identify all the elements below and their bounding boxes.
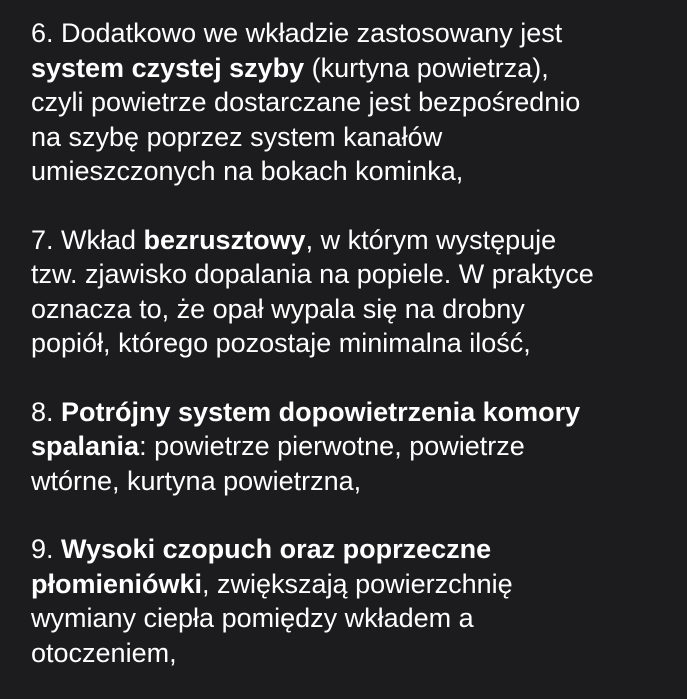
- bold-text: Wysoki czopuch oraz poprzeczne: [61, 534, 492, 564]
- text-segment: 6. Dodatkowo we wkładzie zastosowany jest: [31, 18, 563, 48]
- text-segment: oznacza to, że opał wypala się na drobny: [31, 293, 525, 324]
- text-segment: wymiany ciepła pomiędzy wkładem a: [31, 603, 474, 633]
- text-line: [31, 601, 677, 636]
- text-line: [31, 395, 677, 430]
- text-line: [31, 567, 677, 602]
- text-segment: (kurtyna powietrza),: [304, 52, 549, 83]
- bold-text: Potrójny system dopowietrzenia komory: [61, 396, 581, 427]
- text-line: [31, 532, 677, 567]
- paragraph-8: [31, 395, 677, 499]
- text-segment: : powietrze pierwotne, powietrze: [139, 431, 525, 461]
- text-line: [31, 51, 677, 86]
- text-segment: otoczeniem,: [31, 637, 177, 668]
- paragraph-9: [31, 532, 677, 670]
- text-line: [31, 257, 677, 292]
- paragraph-6: [31, 16, 677, 189]
- text-segment: 7. Wkład: [31, 224, 144, 255]
- text-line: [31, 120, 677, 155]
- text-line: [31, 16, 677, 51]
- paragraph-7: [31, 223, 677, 361]
- text-line: [31, 292, 677, 327]
- bold-text: bezrusztowy: [143, 224, 306, 255]
- text-segment: 8.: [31, 396, 62, 427]
- bold-text: spalania: [31, 431, 140, 461]
- text-segment: popiół, którego pozostaje minimalna ilość,: [31, 328, 531, 358]
- text-segment: czyli powietrze dostarczane jest bezpośrednio: [31, 87, 581, 117]
- text-line: [31, 154, 677, 189]
- text-segment: , w którym występuje: [305, 224, 557, 255]
- text-line: [31, 636, 677, 671]
- text-segment: umieszczonych na bokach kominka,: [31, 156, 464, 186]
- text-segment: , zwiększają powierzchnię: [202, 568, 513, 599]
- bold-text: płomieniówki: [31, 568, 203, 599]
- bold-text: system czystej szyby: [31, 52, 305, 83]
- text-segment: 9.: [31, 534, 62, 564]
- text-line: [31, 85, 677, 120]
- text-line: [31, 464, 677, 499]
- text-line: [31, 429, 677, 464]
- text-line: [31, 223, 677, 258]
- text-segment: tzw. zjawisko dopalania na popiele. W praktyce: [31, 259, 594, 289]
- text-line: [31, 326, 677, 361]
- text-segment: na szybę poprzez system kanałów: [31, 121, 443, 152]
- text-segment: wtórne, kurtyna powietrzna,: [31, 465, 362, 496]
